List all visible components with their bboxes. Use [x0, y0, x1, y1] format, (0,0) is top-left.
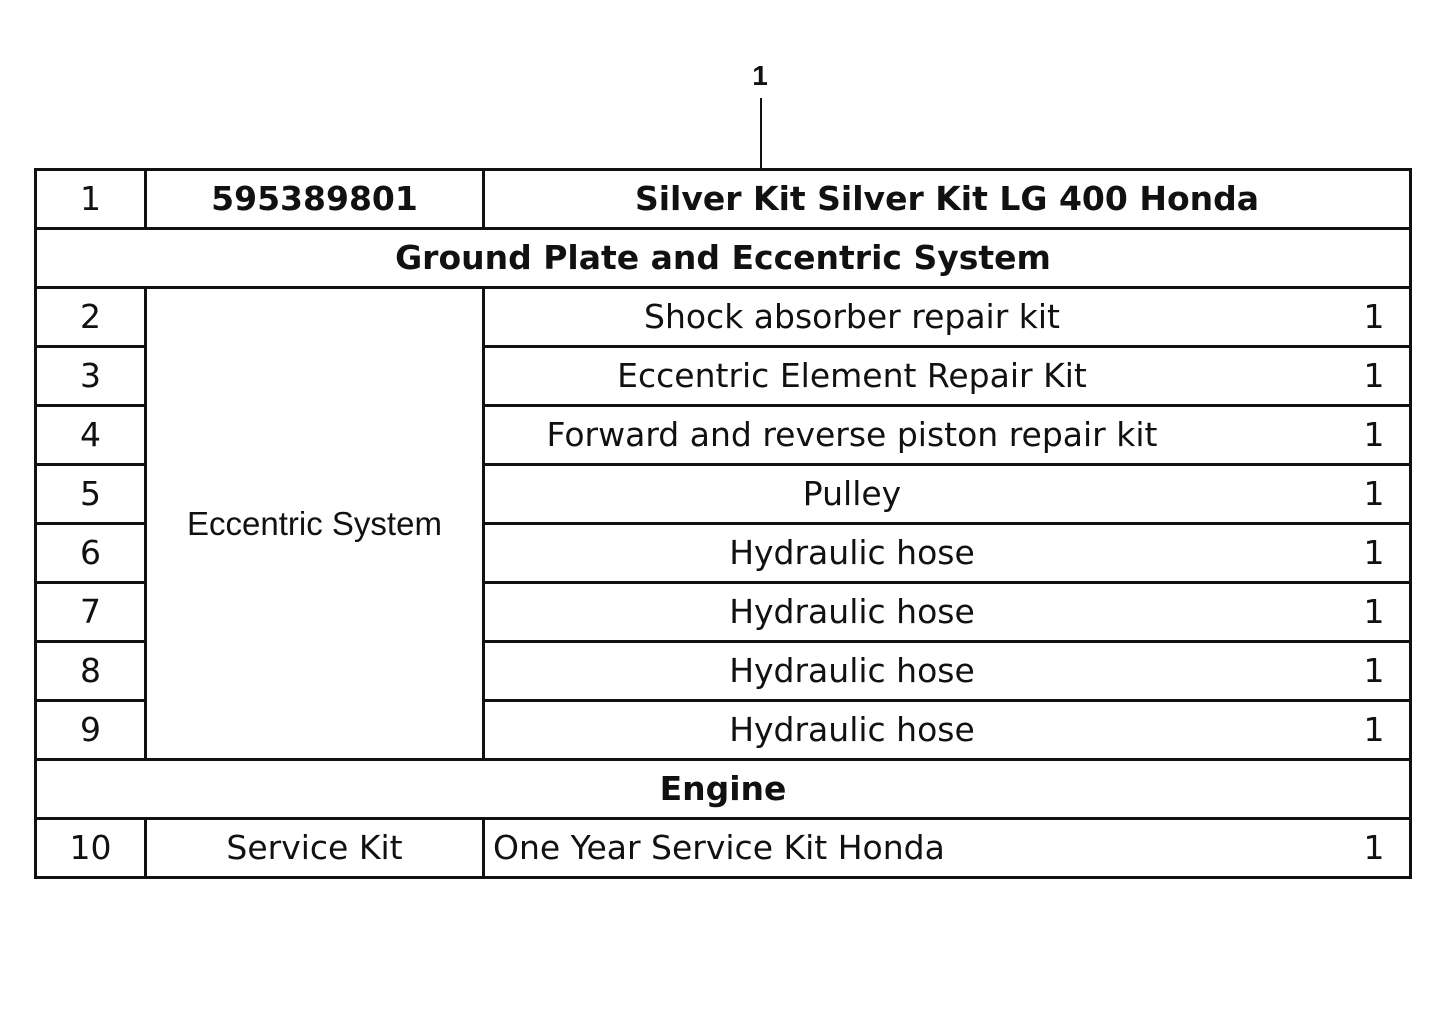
section-header-row	[36, 229, 1411, 288]
section-header-row	[36, 760, 1411, 819]
table-row	[36, 288, 1411, 347]
item-quantity: 1	[1363, 828, 1385, 867]
item-quantity: 1	[1363, 474, 1385, 513]
item-quantity: 1	[1363, 651, 1385, 690]
section-title: Ground Plate and Eccentric System	[36, 229, 1411, 288]
item-description: Shock absorber repair kit	[644, 297, 1060, 336]
item-number: 3	[36, 347, 146, 406]
description-cell	[484, 347, 1411, 406]
description-cell	[484, 819, 1411, 878]
item-description: Forward and reverse piston repair kit	[546, 415, 1158, 454]
header-item-number: 1	[36, 170, 146, 229]
group-label: Eccentric System	[146, 288, 484, 760]
item-quantity: 1	[1363, 415, 1385, 454]
item-quantity: 1	[1363, 533, 1385, 572]
callout-leader-line	[760, 98, 762, 170]
item-description: One Year Service Kit Honda	[493, 828, 945, 867]
item-quantity: 1	[1363, 356, 1385, 395]
item-number: 2	[36, 288, 146, 347]
group-label: Service Kit	[146, 819, 484, 878]
item-quantity: 1	[1363, 710, 1385, 749]
item-description: Pulley	[802, 474, 902, 513]
header-kit-title: Silver Kit Silver Kit LG 400 Honda	[484, 170, 1411, 229]
item-number: 9	[36, 701, 146, 760]
callout-label: 1	[752, 60, 768, 91]
description-cell	[484, 406, 1411, 465]
description-cell	[484, 642, 1411, 701]
item-quantity: 1	[1363, 297, 1385, 336]
parts-table	[34, 168, 1412, 879]
table-header-row	[36, 170, 1411, 229]
item-number: 8	[36, 642, 146, 701]
description-cell	[484, 288, 1411, 347]
section-title: Engine	[36, 760, 1411, 819]
item-quantity: 1	[1363, 592, 1385, 631]
table-row	[36, 819, 1411, 878]
description-cell	[484, 583, 1411, 642]
item-number: 4	[36, 406, 146, 465]
item-description: Hydraulic hose	[729, 592, 975, 631]
item-number: 10	[36, 819, 146, 878]
item-number: 5	[36, 465, 146, 524]
header-part-number: 595389801	[146, 170, 484, 229]
item-description: Hydraulic hose	[729, 710, 975, 749]
item-number: 6	[36, 524, 146, 583]
description-cell	[484, 701, 1411, 760]
description-cell	[484, 524, 1411, 583]
description-cell	[484, 465, 1411, 524]
item-description: Hydraulic hose	[729, 533, 975, 572]
item-description: Hydraulic hose	[729, 651, 975, 690]
item-description: Eccentric Element Repair Kit	[617, 356, 1087, 395]
item-number: 7	[36, 583, 146, 642]
